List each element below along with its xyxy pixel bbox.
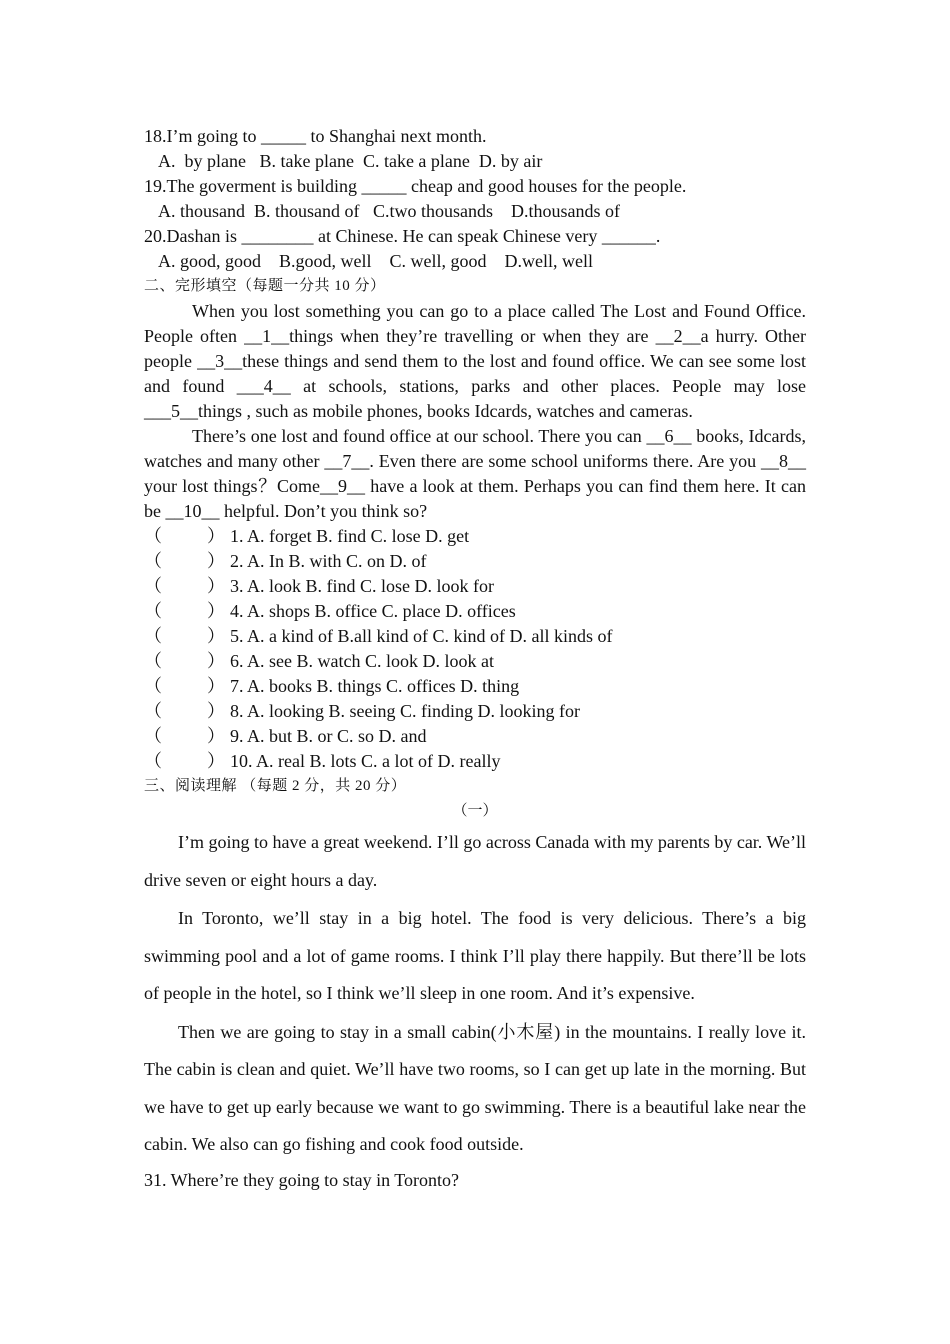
answer-blank[interactable]: （ ） xyxy=(144,526,225,546)
question-31: 31. Where’re they going to stay in Toronto? xyxy=(144,1169,459,1190)
question-18-options: A. by plane B. take plane C. take a plane D. by air xyxy=(158,151,543,171)
answer-blank[interactable]: （ ） xyxy=(144,551,225,571)
worksheet-page xyxy=(144,124,806,1193)
cloze-option-row xyxy=(144,549,806,574)
reading-paragraph-2: In Toronto, we’ll stay in a big hotel. The food is very delicious. There’s a big swimming pool and a lot of game rooms. I think I’ll play there happily. But there’ll be lots of people in the hotel, so I think we’ll sleep in one room. And it’s expensive. xyxy=(144,908,806,1003)
cloze-option-row xyxy=(144,624,806,649)
cloze-option-row xyxy=(144,649,806,674)
question-19-options: A. thousand B. thousand of C.two thousands D.thousands of xyxy=(158,201,620,221)
question-18-stem: 18.I’m going to _____ to Shanghai next month. xyxy=(144,126,487,146)
cloze-paragraph-2: There’s one lost and found office at our school. There you can __6__ books, Idcards, watches and many other __7__. Even there are some school uniforms there. Are you __8__ your lost things？Come__9__ have a look at them. Perhaps you can find them here. It can be __10__ helpful. Don’t you think so? xyxy=(144,426,806,521)
cloze-option-row xyxy=(144,699,806,724)
cloze-option-row xyxy=(144,524,806,549)
answer-blank[interactable]: （ ） xyxy=(144,676,225,696)
reading-part-label: （一） xyxy=(452,803,498,819)
section-2-heading: 二、完形填空（每题一分共 10 分） xyxy=(144,278,386,294)
cloze-option-row xyxy=(144,724,806,749)
answer-blank[interactable]: （ ） xyxy=(144,726,225,746)
question-20-options: A. good, good B.good, well C. well, good D.well, well xyxy=(158,251,593,271)
cloze-option-row xyxy=(144,599,806,624)
cloze-option-text: 7. A. books B. things C. offices D. thing xyxy=(230,676,520,696)
cloze-option-row xyxy=(144,674,806,699)
cloze-option-row xyxy=(144,749,806,774)
answer-blank[interactable]: （ ） xyxy=(144,576,225,596)
cloze-option-text: 3. A. look B. find C. lose D. look for xyxy=(230,576,494,596)
cloze-option-text: 4. A. shops B. office C. place D. offices xyxy=(230,601,516,621)
cloze-option-text: 10. A. real B. lots C. a lot of D. really xyxy=(230,751,501,771)
cloze-option-text: 9. A. but B. or C. so D. and xyxy=(230,726,427,746)
cloze-option-text: 2. A. In B. with C. on D. of xyxy=(230,551,427,571)
question-20-stem: 20.Dashan is ________ at Chinese. He can speak Chinese very ______. xyxy=(144,226,661,246)
cloze-options-list xyxy=(144,524,806,774)
answer-blank[interactable]: （ ） xyxy=(144,601,225,621)
reading-paragraph-3: Then we are going to stay in a small cabin(小木屋) in the mountains. I really love it. The cabin is clean and quiet. We’ll have two rooms, so I can get up late in the morning. But we have to get up early because we want to go swimming. There is a beautiful lake near the cabin. We also can go fishing and cook food outside. xyxy=(144,1021,806,1154)
cloze-option-text: 8. A. looking B. seeing C. finding D. looking for xyxy=(230,701,580,721)
cloze-option-row xyxy=(144,574,806,599)
answer-blank[interactable]: （ ） xyxy=(144,626,225,646)
question-19-stem: 19.The goverment is building _____ cheap and good houses for the people. xyxy=(144,176,687,196)
reading-paragraph-1: I’m going to have a great weekend. I’ll go across Canada with my parents by car. We’ll drive seven or eight hours a day. xyxy=(144,832,807,890)
answer-blank[interactable]: （ ） xyxy=(144,701,225,721)
section-3-heading: 三、阅读理解 （每题 2 分，共 20 分） xyxy=(144,778,407,794)
cloze-option-text: 5. A. a kind of B.all kind of C. kind of D. all kinds of xyxy=(230,626,613,646)
answer-blank[interactable]: （ ） xyxy=(144,651,225,671)
cloze-paragraph-1: When you lost something you can go to a place called The Lost and Found Office. People often __1__things when they’re travelling or when they are __2__a hurry. Other people __3__these things and send them to the lost and found office. We can see some lost and found ___4__ at schools, stations, parks and other places. People may lose ___5__things , such as mobile phones, books Idcards, watches and cameras. xyxy=(144,301,806,421)
cloze-option-text: 1. A. forget B. find C. lose D. get xyxy=(230,526,470,546)
cloze-option-text: 6. A. see B. watch C. look D. look at xyxy=(230,651,494,671)
answer-blank[interactable]: （ ） xyxy=(144,751,225,771)
